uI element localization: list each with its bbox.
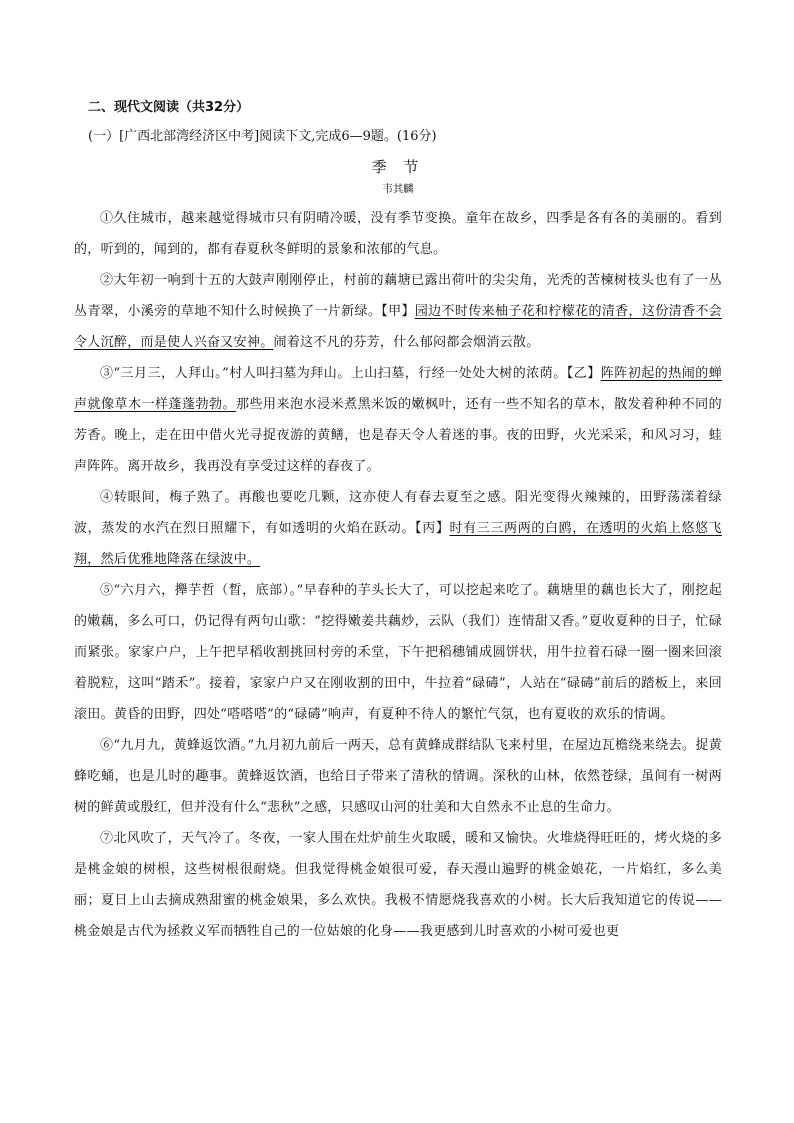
paragraph-4 — [74, 482, 722, 575]
paragraph-3 — [74, 358, 722, 482]
paragraph-text: ⑥“九月九，黄蜂返饮酒。”九月初九前后一两天，总有黄蜂成群结队飞来村里，在屋边瓦檐绕来绕去。捉黄蜂吃蛹，也是儿时的趣事。黄蜂返饮酒，也给日子带来了清秋的情调。深秋的山林，依然苍绿，虽间有一树两树的鲜黄或殷红，但并没有什么“悲秋”之感，只感叹山河的壮美和大自然永不止息的生命力。 — [74, 738, 722, 815]
underlined-sentence-jia: 园边不时传来柚子花和柠檬花的清香，这份清香不会令人沉醉，而是使人兴奋又安神。 — [74, 304, 722, 350]
paragraph-text: ②大年初一响到十五的大鼓声刚刚停止，村前的藕塘已露出荷叶的尖尖角，光秃的苦楝树枝头也有了一丛丛青翠，小溪旁的草地不知什么时候换了一片新绿。【甲】 — [74, 273, 722, 319]
paragraph-6 — [74, 730, 722, 823]
paragraph-text: 闹着这不凡的芬芳，什么郁闷都会烟消云散。 — [273, 335, 540, 350]
paragraph-1 — [74, 203, 722, 265]
article-author: 韦其麟 — [382, 183, 414, 195]
underlined-sentence-yi: 阵阵初起的热闹的蝉声就像草木一样蓬蓬勃勃。 — [74, 366, 723, 412]
paragraph-text: ③“三月三，人拜山。”村人叫扫墓为拜山。上山扫墓，行经一处处大树的浓荫。【乙】 — [100, 366, 601, 381]
document-page — [74, 98, 722, 947]
article-title: 季 节 — [371, 158, 425, 176]
section-title: 二、现代文阅读（共32分） — [88, 100, 250, 115]
underlined-sentence-bing: 时有三三两两的白鸥，在透明的火焰上悠悠飞翔，然后优雅地降落在绿波中。 — [74, 521, 722, 567]
paragraph-text: 那些用来泡水浸米煮黑米饭的嫩枫叶，还有一些不知名的草木，散发着种种不同的芳香。晚上，走在田中借火光寻捉夜游的黄鳝，也是春天令人着迷的事。夜的田野，火光采采，和风习习，蛙声阵阵。离开故乡，我再没有享受过这样的春夜了。 — [74, 397, 722, 474]
paragraph-7 — [74, 823, 722, 947]
paragraph-text: ④转眼间，梅子熟了。再酸也要吃几颗，这亦使人有春去夏至之感。阳光变得火辣辣的，田野荡漾着绿波，蒸发的水汽在烈日照耀下，有如透明的火焰在跃动。【丙】 — [74, 490, 722, 536]
paragraph-5 — [74, 575, 722, 730]
paragraph-text: ①久住城市，越来越觉得城市只有阴晴冷暖，没有季节变换。童年在故乡，四季是各有各的美丽的。看到的，听到的，闻到的，都有春夏秋冬鲜明的景象和浓郁的气息。 — [74, 211, 722, 257]
question-intro: (一）[广西北部湾经济区中考]阅读下文,完成6—9题。(16分) — [88, 129, 437, 144]
paragraph-text: ⑦北风吹了，天气冷了。冬夜，一家人围在灶炉前生火取暖，暖和又愉快。火堆烧得旺旺的，烤火烧的多是桃金娘的树根，这些树根很耐烧。但我觉得桃金娘很可爱，春天漫山遍野的桃金娘花，一片焰红，多么美丽；夏日上山去摘成熟甜蜜的桃金娘果，多么欢快。我极不情愿烧我喜欢的小树。长大后我知道它的传说——桃金娘是古代为拯救义军而牺牲自己的一位姑娘的化身——我更感到儿时喜欢的小树可爱也更 — [74, 831, 722, 939]
paragraph-text: ⑤“六月六，攑芋哲（晳，底部）。”早春种的芋头长大了，可以挖起来吃了。藕塘里的藕也长大了，刚挖起的嫩藕，多么可口，仍记得有两句山歌：“挖得嫩姜共藕炒，云队（我们）连情甜又香。”夏收夏种的日子，忙碌而紧张。家家户户，上午把早稻收割挑回村旁的禾堂，下午把稻穗铺成圆饼状，用牛拉着石碌一圈一圈来回滚着脱粒，这叫“踏禾”。接着，家家户户又在刚收割的田中，牛拉着“碌碡”，人站在“碌碡”前后的踏板上，来回滚田。黄昏的田野，四处“嗒嗒嗒”的“碌碡”响声，有夏种不待人的繁忙气氛，也有夏收的欢乐的情调。 — [74, 583, 722, 722]
paragraph-2 — [74, 265, 722, 358]
